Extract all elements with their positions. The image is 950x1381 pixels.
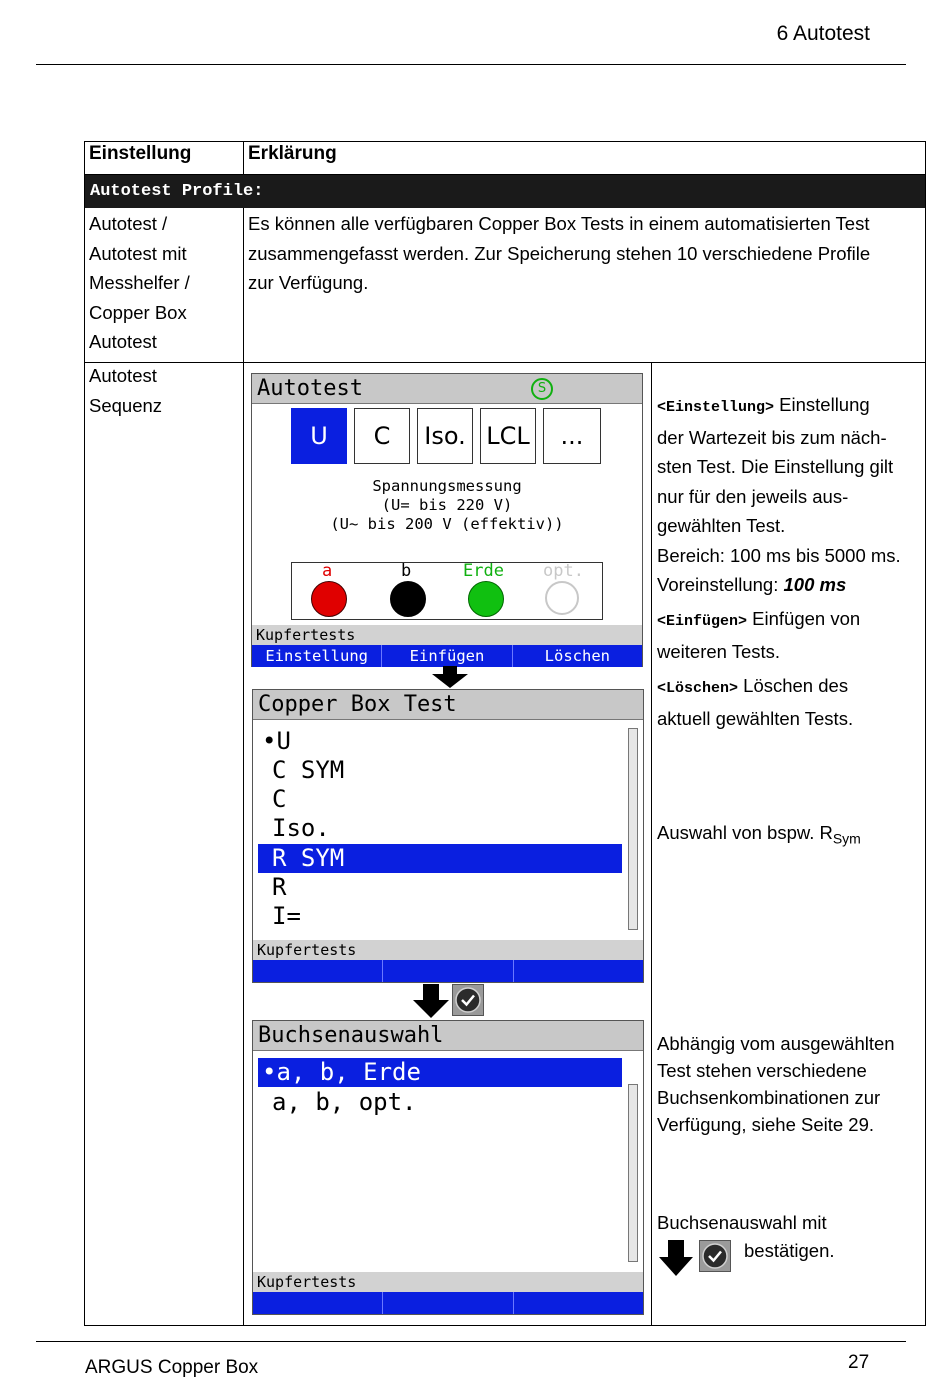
note-text: gewählten Test. [657, 515, 786, 536]
list-item-selected[interactable]: •a, b, Erde [258, 1058, 622, 1087]
softkey-einstellung[interactable]: Einstellung [252, 645, 382, 667]
column-header-einstellung: Einstellung [89, 143, 192, 164]
description-line: Spannungsmessung [372, 477, 522, 495]
section-heading: Autotest Profile: [85, 175, 925, 208]
list-item[interactable]: •U [262, 727, 291, 755]
row1-text-line: zusammengefasst werden. Zur Speicherung stehen 10 verschiedene Profile [248, 242, 871, 264]
note-text: bestätigen. [744, 1240, 835, 1261]
list-item-selected[interactable]: R SYM [258, 844, 622, 873]
row2-label-line: Sequenz [89, 394, 163, 416]
socket-opt-label: opt. [543, 561, 584, 581]
note-text: aktuell gewählten Tests. [657, 707, 854, 729]
row1-label-line: Autotest mit [89, 242, 187, 264]
status-bar: Kupfertests [253, 940, 643, 960]
socket-b-label: b [401, 561, 412, 581]
checkmark-icon [700, 1241, 730, 1271]
softkey-einfuegen[interactable]: Einfügen [382, 645, 512, 667]
row1-label-line: Autotest [89, 331, 157, 352]
softkey-3[interactable] [514, 1292, 643, 1314]
socket-erde-circle [468, 581, 504, 617]
row1-text-line: Es können alle verfügbaren Copper Box Tests in einem automatisierten Test [248, 213, 870, 234]
test-description [252, 477, 642, 534]
note-text: der Wartezeit bis zum näch- [657, 426, 887, 448]
default-label: Voreinstellung: [657, 574, 779, 595]
softkey-tag: <Einfügen> [657, 613, 748, 630]
row1-label [89, 209, 190, 357]
socket-erde-label: Erde [463, 561, 504, 581]
checkmark-icon [453, 985, 483, 1015]
scrollbar[interactable] [628, 728, 638, 930]
note-buchsen [657, 1030, 919, 1138]
row2-label-line: Autotest [89, 365, 157, 386]
note-text: Einstellung [779, 394, 870, 415]
row1-label-line: Copper Box [89, 301, 187, 323]
screen-title: Buchsenauswahl [253, 1021, 643, 1051]
header-rule [36, 64, 906, 65]
note-text: Auswahl von bspw. R [657, 822, 833, 843]
row1-label-line: Messhelfer / [89, 272, 190, 293]
socket-opt-circle [545, 581, 579, 615]
status-bar: Kupfertests [252, 625, 642, 645]
footer-rule [36, 1341, 906, 1342]
softkey-2[interactable] [383, 1292, 513, 1314]
softkey-1[interactable] [253, 1292, 383, 1314]
note-text: Bereich: 100 ms bis 5000 ms. [657, 544, 901, 566]
row1-label-line: Autotest / [89, 213, 168, 234]
col-divider-notes [651, 362, 652, 1326]
list-item[interactable]: C SYM [272, 756, 345, 784]
status-bar: Kupfertests [253, 1272, 643, 1292]
default-value: 100 ms [783, 574, 847, 595]
row2-label [89, 361, 162, 420]
softkey-tag: <Einstellung> [657, 399, 775, 416]
test-tile-u[interactable]: U [291, 408, 347, 464]
softkey-1[interactable] [253, 960, 383, 982]
row-divider [84, 362, 926, 363]
softkey-loeschen[interactable]: Löschen [544, 647, 610, 665]
arrow-down-icon [432, 666, 468, 688]
note-text: Abhängig vom ausgewählten [657, 1033, 895, 1054]
footer-product: ARGUS Copper Box [85, 1357, 259, 1378]
ok-button-icon [699, 1240, 731, 1272]
page-number: 27 [848, 1352, 870, 1373]
note-text: Buchsenkombinationen zur [657, 1087, 881, 1108]
buchsenauswahl-screen [252, 1020, 644, 1315]
note-text: weiteren Tests. [657, 640, 781, 662]
test-tile-c[interactable]: C [354, 408, 410, 464]
note-bestaetigen: Buchsenauswahl mit [657, 1212, 827, 1233]
note-text: nur für den jeweils aus- [657, 485, 849, 507]
row1-text [248, 209, 870, 298]
note-text: Einfügen von [752, 608, 861, 629]
autotest-screen [251, 373, 643, 667]
list-item[interactable]: R [272, 873, 287, 901]
note-subscript: Sym [832, 830, 861, 847]
description-line: (U~ bis 200 V (effektiv)) [330, 515, 564, 533]
screen-title: Autotest [252, 374, 642, 404]
softkey-tag: <Löschen> [657, 680, 739, 697]
socket-panel [291, 562, 603, 620]
note-einfuegen [657, 604, 919, 666]
socket-b-circle [390, 581, 426, 617]
list-item[interactable]: a, b, opt. [272, 1088, 417, 1116]
softkey-2[interactable] [383, 960, 513, 982]
note-text: Test stehen verschiedene [657, 1060, 867, 1081]
softkey-bar [253, 960, 643, 982]
arrow-down-icon [413, 984, 449, 1018]
ok-button-icon [452, 984, 484, 1016]
note-text: Verfügung, siehe Seite 29. [657, 1114, 875, 1135]
screen-title: Copper Box Test [253, 690, 643, 720]
note-text: sten Test. Die Einstellung gilt [657, 456, 894, 477]
list-item[interactable]: Iso. [272, 814, 330, 842]
col-divider-header [243, 141, 244, 175]
test-tile-iso[interactable]: Iso. [417, 408, 473, 464]
copper-box-test-screen [252, 689, 644, 983]
socket-a-label: a [322, 561, 333, 581]
col-divider-body [243, 208, 244, 1326]
socket-a-circle [311, 581, 347, 617]
status-s-icon: S [531, 378, 553, 400]
softkey-bar [252, 645, 642, 667]
list-item[interactable]: C [272, 785, 287, 813]
page-header-title: 6 Autotest [776, 22, 870, 45]
note-einstellung [657, 390, 919, 600]
description-line: (U= bis 220 V) [381, 496, 513, 514]
note-text: Löschen des [743, 675, 849, 696]
softkey-3[interactable] [514, 960, 643, 982]
note-auswahl [657, 818, 919, 854]
softkey-bar [253, 1292, 643, 1314]
scrollbar[interactable] [628, 1084, 638, 1262]
note-loeschen [657, 671, 919, 733]
row1-text-line: zur Verfügung. [248, 272, 369, 293]
arrow-down-icon [659, 1240, 693, 1276]
column-header-erklaerung: Erklärung [248, 143, 337, 164]
list-item[interactable]: I= [272, 902, 301, 930]
test-tile-more[interactable]: ... [543, 408, 601, 464]
test-tile-lcl[interactable]: LCL [480, 408, 536, 464]
